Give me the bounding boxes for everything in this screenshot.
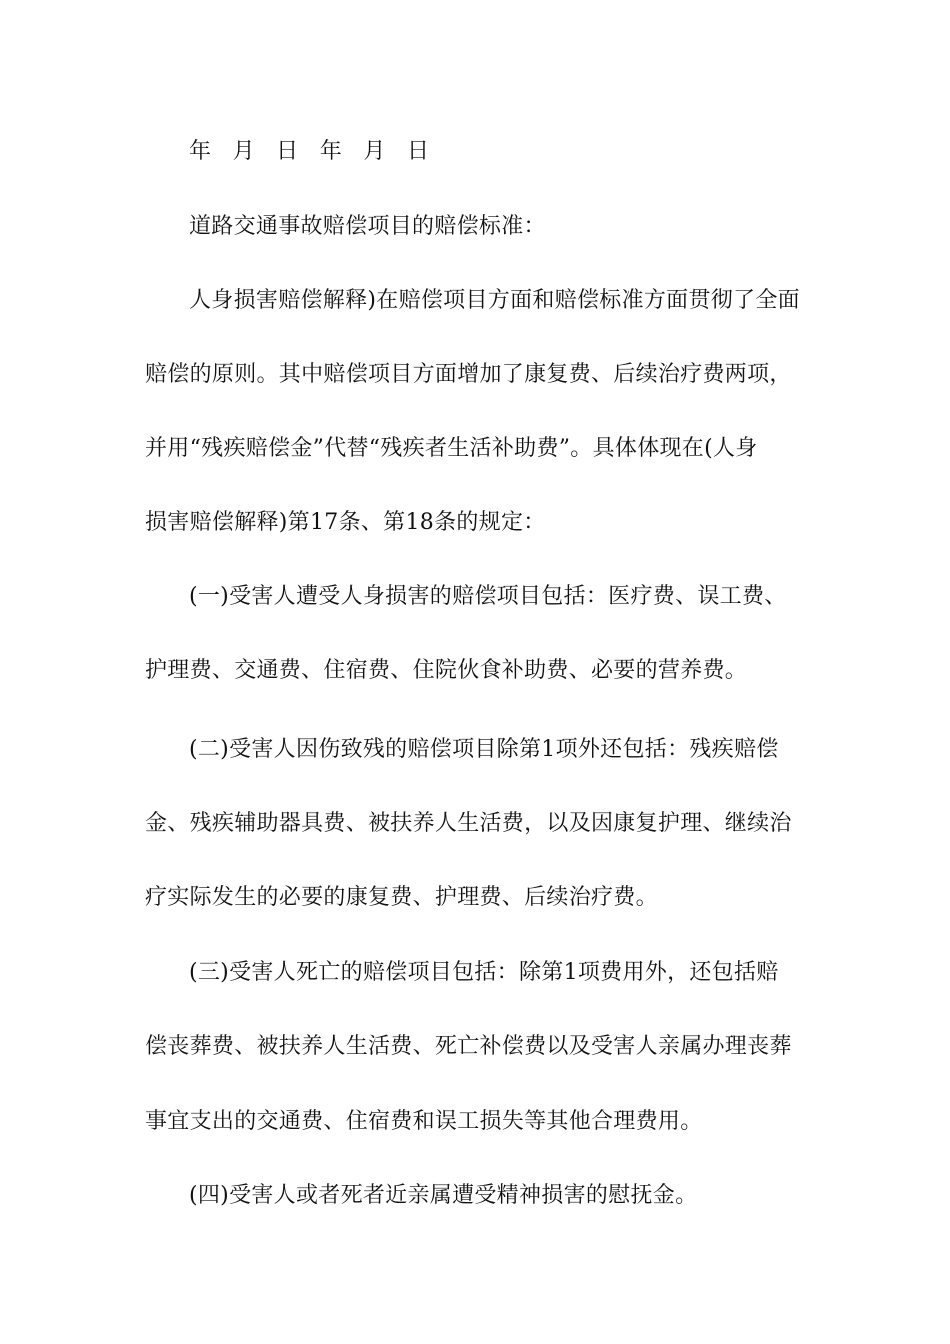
list-item-line: (四)受害人或者死者近亲属遭受精神损害的慰抚金。 <box>189 1183 698 1208</box>
list-item-line: (一)受害人遭受人身损害的赔偿项目包括：医疗费、误工费、 <box>189 584 787 609</box>
list-item-line: 偿丧葬费、被扶养人生活费、死亡补偿费以及受害人亲属办理丧葬 <box>145 1034 792 1059</box>
list-item-line: 护理费、交通费、住宿费、住院伙食补助费、必要的营养费。 <box>145 658 748 683</box>
paragraph-line: 赔偿的原则。其中赔偿项目方面增加了康复费、后续治疗费两项， <box>145 362 792 387</box>
list-item-line: 事宜支出的交通费、住宿费和误工损失等其他合理费用。 <box>145 1109 703 1134</box>
paragraph-line: 并用“残疾赔偿金”代替“残疾者生活补助费”。具体体现在(人身 <box>145 436 758 461</box>
paragraph-line: 人身损害赔偿解释)在赔偿项目方面和赔偿标准方面贯彻了全面 <box>189 288 800 313</box>
date-line: 年 月 日 年 月 日 <box>189 139 430 164</box>
list-item-line: 金、残疾辅助器具费、被扶养人生活费，以及因康复护理、继续治 <box>145 811 792 836</box>
paragraph-line: 损害赔偿解释)第17条、第18条的规定： <box>145 510 546 535</box>
list-item-line: (三)受害人死亡的赔偿项目包括：除第1项费用外，还包括赔 <box>189 960 779 985</box>
list-item-line: (二)受害人因伤致残的赔偿项目除第1项外还包括：残疾赔偿 <box>189 737 779 762</box>
section-heading: 道路交通事故赔偿项目的赔偿标准： <box>189 214 546 239</box>
list-item-line: 疗实际发生的必要的康复费、护理费、后续治疗费。 <box>145 885 658 910</box>
